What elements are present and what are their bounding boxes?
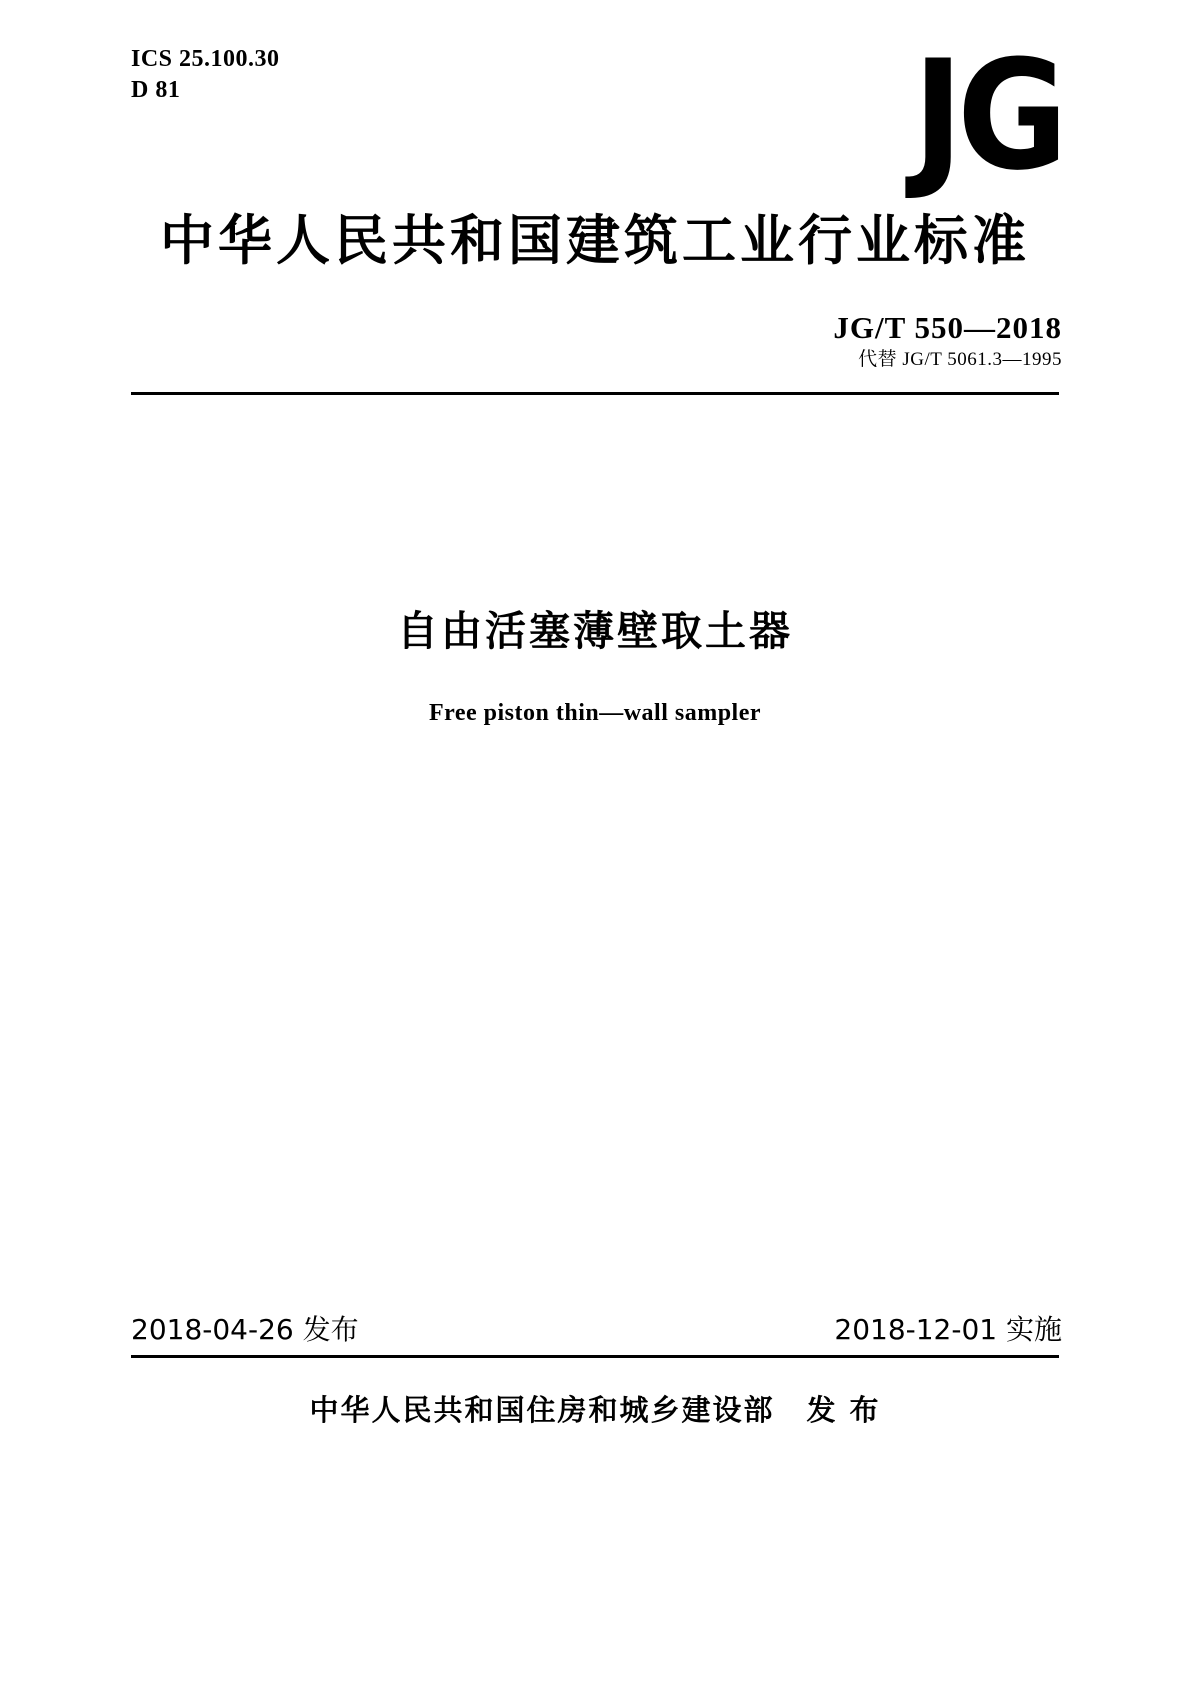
ics-code: ICS 25.100.30 (131, 46, 280, 72)
publisher-action: 发 布 (806, 1393, 881, 1427)
publisher-name: 中华人民共和国住房和城乡建设部 (309, 1393, 775, 1427)
publisher-line (0, 1388, 1190, 1429)
document-title-english: Free piston thin—wall sampler (428, 700, 762, 726)
standard-number: JG/T 550—2018 (833, 310, 1062, 345)
divider-top (131, 392, 1059, 395)
divider-bottom (131, 1355, 1059, 1358)
page-title: 中华人民共和国建筑工业行业标准 (160, 209, 1030, 272)
effective-date: 2018-12-01 实施 (834, 1313, 1062, 1346)
ics-classification-block (131, 44, 280, 106)
ccs-code: D 81 (131, 77, 181, 104)
replaced-standard: 代替 JG/T 5061.3—1995 (858, 349, 1062, 370)
jg-logo: JG (912, 27, 1062, 204)
document-title-chinese: 自由活塞薄壁取土器 (397, 607, 793, 655)
issue-date: 2018-04-26 发布 (131, 1313, 359, 1346)
